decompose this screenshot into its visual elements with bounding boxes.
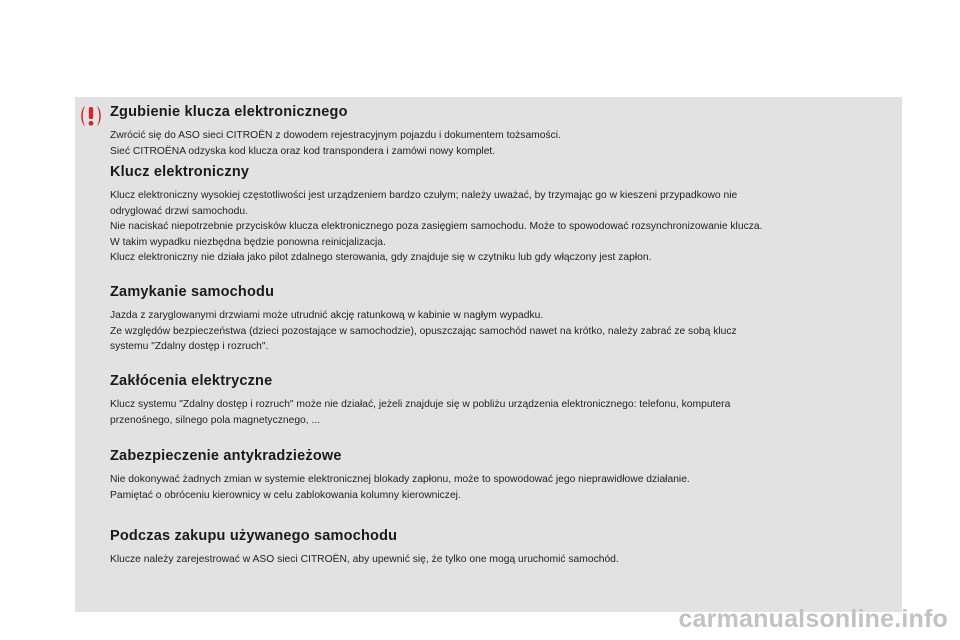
section-text: Klucze należy zarejestrować w ASO sieci CITROËN, aby upewnić się, że tylko one mogą uruchomić samochód. bbox=[110, 554, 619, 565]
section-text: Zwrócić się do ASO sieci CITROËN z dowodem rejestracyjnym pojazdu i dokumentem tożsamości. Sieć CITROËNA odzyska kod klucza oraz kod transpondera i zamówi nowy komplet. bbox=[110, 130, 561, 157]
section-heading: Klucz elektroniczny bbox=[110, 164, 250, 180]
section-text: Klucz systemu "Zdalny dostęp i rozruch" może nie działać, jeżeli znajduje się w pobliżu urządzenia elektronicznego: telefonu, komputera przenośnego, silnego pola magnetycznego, ... bbox=[110, 399, 731, 426]
section-heading: Zakłócenia elektryczne bbox=[110, 373, 273, 389]
section-text: Jazda z zaryglowanymi drzwiami może utrudnić akcję ratunkową w kabinie w nagłym wypadku. Ze względów bezpieczeństwa (dzieci pozostające w samochodzie), opuszczając samochód nawet na krótko, należy zabrać ze sobą klucz systemu "Zdalny dostęp i rozruch". bbox=[110, 310, 737, 352]
section-locking bbox=[110, 284, 895, 373]
section-antitheft bbox=[110, 448, 895, 528]
section-text: Klucz elektroniczny wysokiej częstotliwości jest urządzeniem bardzo czułym; należy uważać, by trzymając go w kieszeni przypadkowo nie odryglować drzwi samochodu. Nie naciskać niepotrzebnie przycisków klucza elektronicznego poza zasięgiem samochodu. Może to spowodować rozsynchronizowanie klucza. W takim wypadku niezbędna będzie ponowna reinicjalizacja. Klucz elektroniczny nie działa jako pilot zdalnego sterowania, gdy znajduje się w czytniku lub gdy włączony jest zapłon. bbox=[110, 190, 763, 263]
watermark: carmanualsonline.info bbox=[678, 605, 948, 633]
section-heading: Zabezpieczenie antykradzieżowe bbox=[110, 448, 342, 464]
section-heading: Zamykanie samochodu bbox=[110, 284, 275, 300]
section-text: Nie dokonywać żadnych zmian w systemie elektronicznej blokady zapłonu, może to spowodować jego nieprawidłowe działanie. Pamiętać o obróceniu kierownicy w celu zablokowania kolumny kierowniczej. bbox=[110, 474, 690, 501]
content bbox=[110, 104, 895, 568]
section-interference bbox=[110, 373, 895, 448]
section-electronic-key bbox=[110, 164, 895, 284]
section-lost-key bbox=[110, 104, 895, 164]
section-heading: Zgubienie klucza elektronicznego bbox=[110, 104, 348, 120]
section-used-car bbox=[110, 528, 895, 568]
section-heading: Podczas zakupu używanego samochodu bbox=[110, 528, 398, 544]
warning-exclamation-icon bbox=[78, 104, 104, 128]
